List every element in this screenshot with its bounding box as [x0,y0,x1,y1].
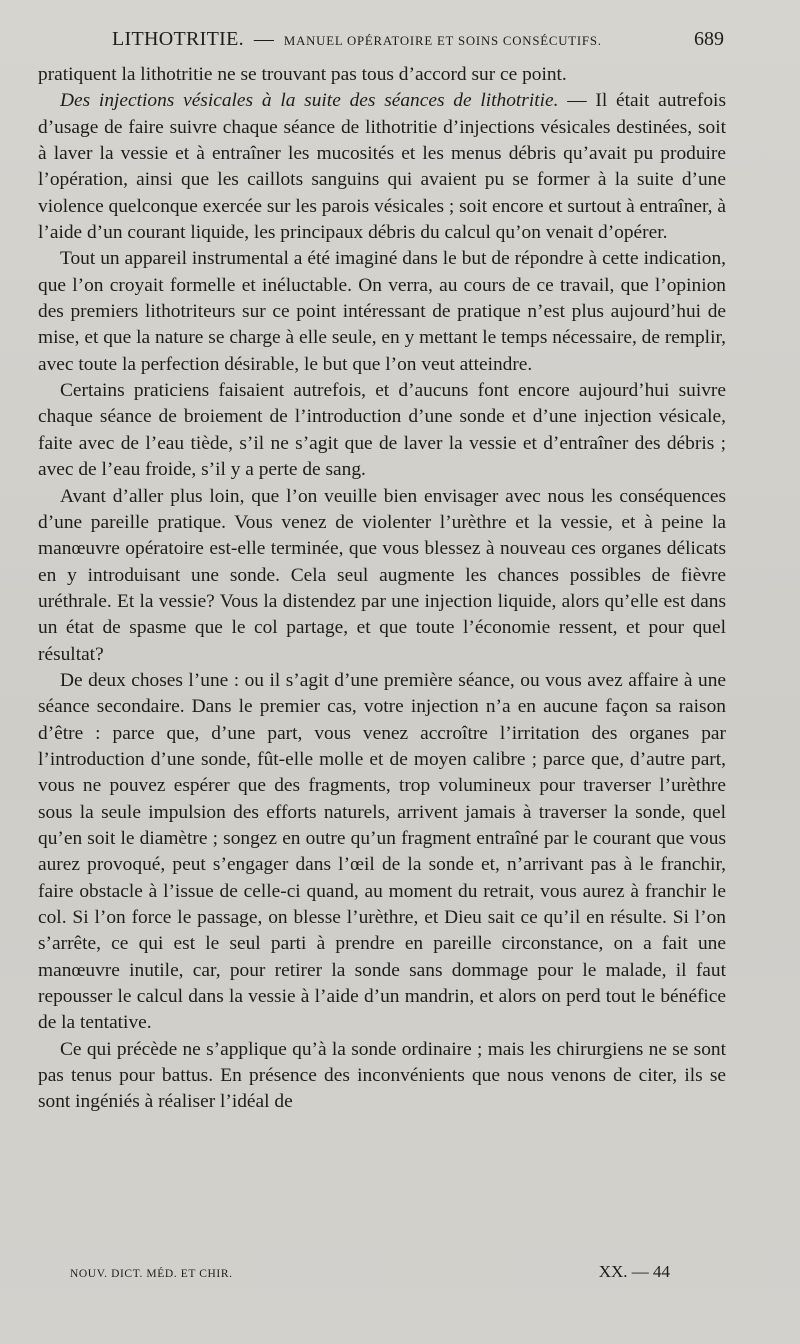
paragraph [38,668,726,1037]
footer-volume: XX. — 44 [598,1262,670,1281]
page-footer [70,1262,670,1282]
body-text [38,62,726,1116]
header-separator: — [253,28,274,50]
paragraph [38,1037,726,1116]
paragraph [38,246,726,378]
header-subtitle: MANUEL OPÉRATOIRE ET SOINS CONSÉCUTIFS. [283,34,602,48]
paragraph-italic-lead: Des injections vésicales à la suite des séances de lithotritie. [60,90,559,112]
page-number: 689 [694,28,724,50]
paragraph [38,484,726,668]
footer-signature: NOUV. DICT. MÉD. ET CHIR. [70,1268,233,1280]
header-title: LITHOTRITIE. [112,28,244,50]
paragraph [38,378,726,483]
paragraph-text: De deux choses l’une : ou il s’agit d’une première séance, ou vous avez affaire à une séance secondaire. Dans le premier cas, votre injection n’a en aucune façon sa raison d’être : parce que, d’une part, vous venez accroître l’irritation des organes par l’introduction d’une sonde, fût-elle molle et de moyen calibre ; parce que, d’autre part, vous ne pouvez espérer que des fragments, trop volumineux pour traverser l’urèthre sous la seule impulsion des efforts naturels, arrivent jamais à traverser la sonde, quel qu’en soit le diamètre ; songez en outre qu’un fragment entraîné par le courant que vous aurez provoqué, peut s’engager dans l’œil de la sonde et, n’arrivant pas à le franchir, faire obstacle à l’issue de celle-ci quand, au moment du retrait, vous aurez à franchir le col. Si l’on force le passage, on blesse l’urèthre, et Dieu sait ce qu’il en résulte. Si l’on s’arrête, ce qui est le seul parti à prendre en pareille circonstance, on a fait une manœuvre inutile, car, pour retirer la sonde sans dommage pour le malade, il faut repousser le calcul dans la vessie à l’aide d’un mandrin, et alors on perd tout le bénéfice de la tentative. [38,669,726,1034]
running-header [112,28,724,51]
paragraph [38,62,726,88]
paragraph [38,88,726,246]
paragraph-text: pratiquent la lithotritie ne se trouvant pas tous d’accord sur ce point. [38,64,567,85]
paragraph-text: Certains praticiens faisaient autrefois, et d’aucuns font encore aujourd’hui suivre chaque séance de broiement de l’introduction d’une sonde et d’une injection vésicale, faite avec de l’eau tiède, s’il ne s’agit que de laver la vessie et d’entraîner des débris ; avec de l’eau froide, s’il y a perte de sang. [38,380,726,481]
paragraph-text: Tout un appareil instrumental a été imaginé dans le but de répondre à cette indication, que l’on croyait formelle et inéluctable. On verra, au cours de ce travail, que l’opinion des premiers lithotriteurs sur ce point intéressant de pratique n’est plus aujourd’hui de mise, et que la nature se charge à elle seule, en y mettant le temps nécessaire, de remplir, avec toute la perfection désirable, le but que l’on veut atteindre. [38,248,726,375]
paragraph-text: Ce qui précède ne s’applique qu’à la sonde ordinaire ; mais les chirurgiens ne se sont pas tenus pour battus. En présence des inconvénients que nous venons de citer, ils se sont ingéniés à réaliser l’idéal de [38,1038,726,1113]
paragraph-text: — Il était autrefois d’usage de faire suivre chaque séance de lithotritie d’injections vésicales destinées, soit à laver la vessie et à entraîner les mucosités et les menus débris qu’avait pu produire l’opération, ainsi que les caillots sanguins qui avaient pu se former à la suite d’une violence quelconque exercée sur les parois vésicales ; soit encore et surtout à entraîner, à l’aide d’un courant liquide, les principaux débris du calcul qu’on venait d’opérer. [38,90,726,244]
paragraph-text: Avant d’aller plus loin, que l’on veuille bien envisager avec nous les conséquences d’une pareille pratique. Vous venez de violenter l’urèthre et la vessie, et à peine la manœuvre opératoire est-elle terminée, que vous blessez à nouveau ces organes délicats en y introduisant une sonde. Cela seul augmente les chances possibles de fièvre uréthrale. Et la vessie? Vous la distendez par une injection liquide, alors qu’elle est dans un état de spasme que le col partage, et que toute l’économie ressent, et pour quel résultat? [38,485,726,665]
